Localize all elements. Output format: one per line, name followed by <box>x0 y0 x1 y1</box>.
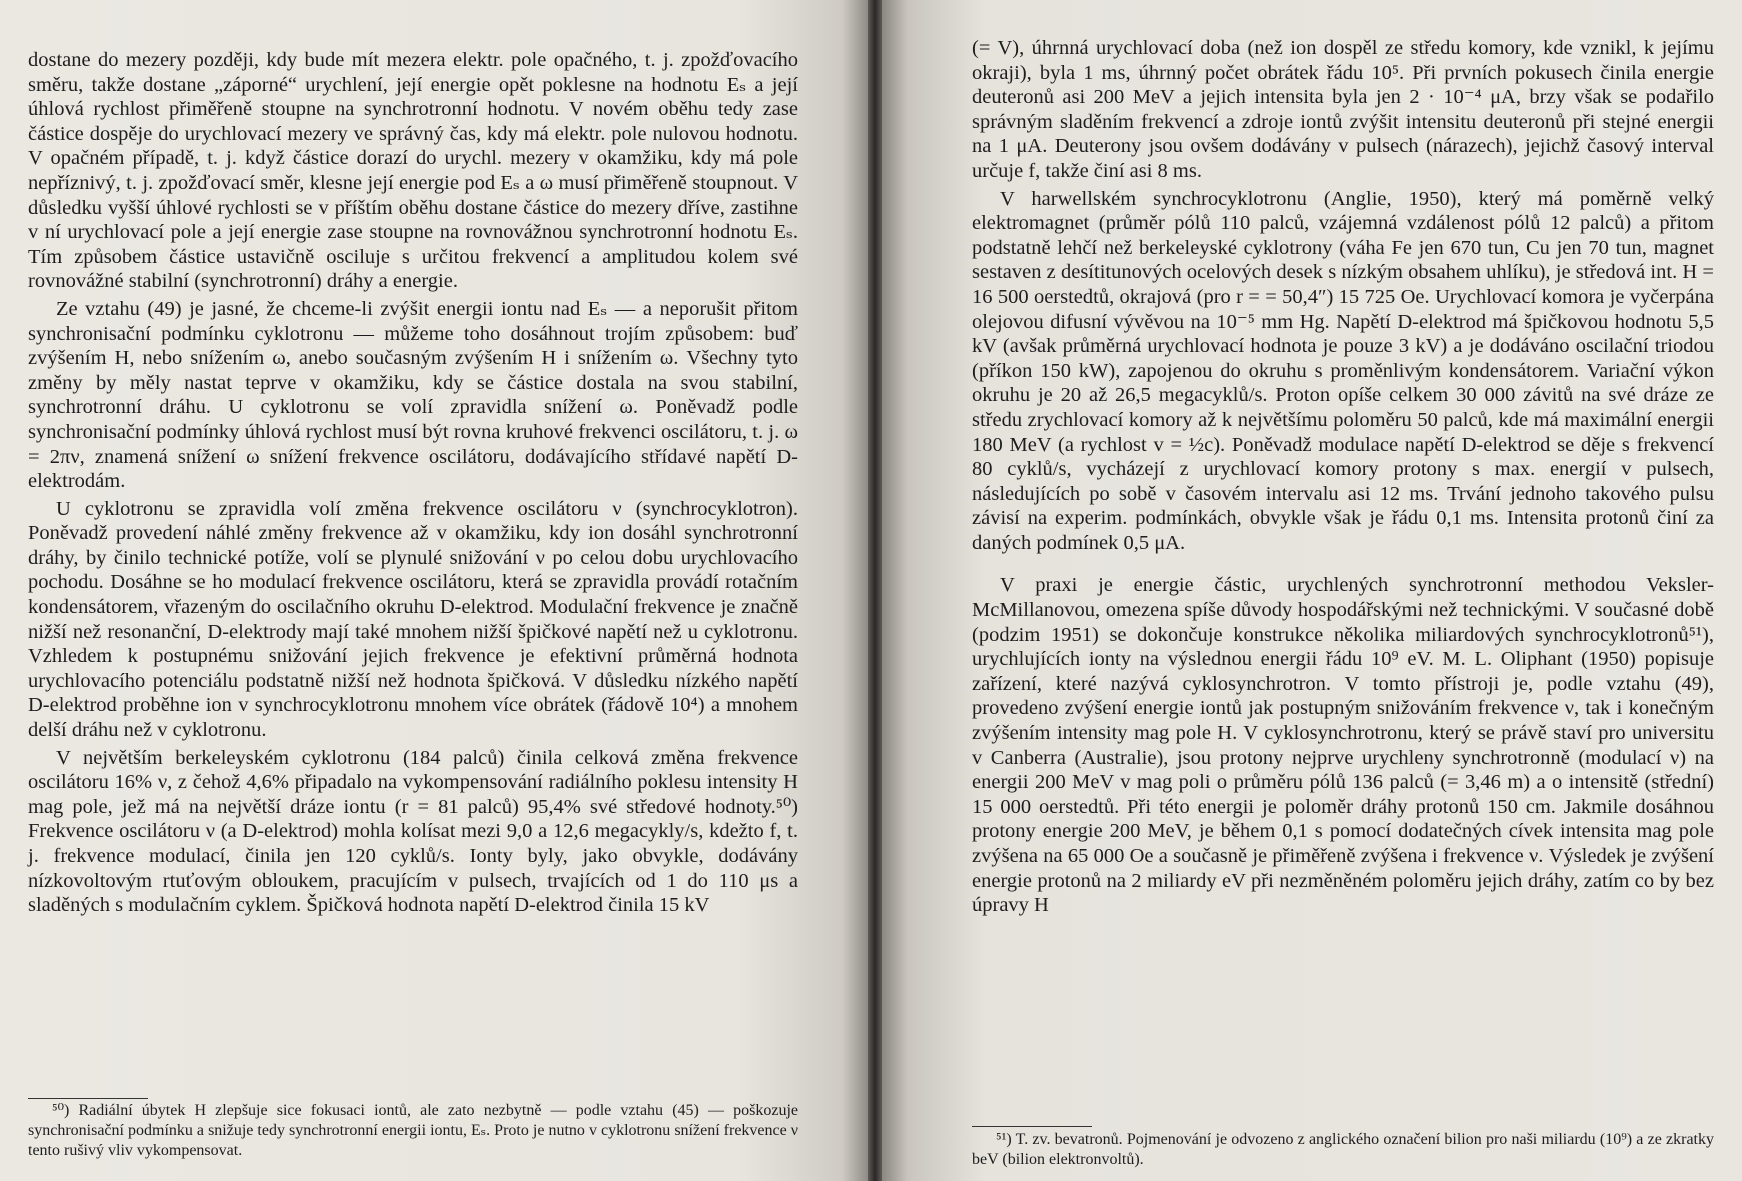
left-footnote-rule <box>28 1098 148 1099</box>
left-paragraph-3: U cyklotronu se zpravidla volí změna frekvence oscilátoru ν (synchrocyklotron). Poněvadž provedení náhlé změny frekvence až v okamžiku, kdy ion dosáhl synchrotronní dráhy, by činilo technické potíže, volí se plynulé snižování ν po celou dobu urychlovacího pochodu. Dosáhne se ho modulací frekvence oscilátoru, která se zpravidla provádí rotačním kondensátorem, vřazeným do oscilačního okruhu D-elektrod. Modulační frekvence je značně nižší než resonanční, D-elektrody mají také mnohem nižší špičkové napětí než u cyklotronu. Vzhledem k postupnému snižování jejich frekvence je efektivní průměrná hodnota urychlovacího potenciálu podstatně nižší než hodnota špičková. V důsledku nízkého napětí D-elektrod proběhne ion v synchrocyklotronu mnohem více obrátek (řádově 10⁴) a mnohem delší dráhu než v cyklotronu. <box>28 497 798 742</box>
left-page-body <box>28 48 798 918</box>
right-footnote: ⁵¹) T. zv. bevatronů. Pojmenování je odvozeno z anglického označení bilion pro naši miliardu (10⁹) a ze zkratky beV (bilion elektronvoltů). <box>972 1131 1714 1168</box>
right-page <box>882 0 1742 1181</box>
right-footnote-rule <box>972 1126 1092 1127</box>
right-paragraph-2: V harwellském synchrocyklotronu (Anglie, 1950), který má poměrně velký elektromagnet (průměr pólů 110 palců, vzájemná vzdálenost pólů 12 palců) a přitom podstatně lehčí než berkeleyské cyklotrony (váha Fe jen 670 tun, Cu jen 70 tun, magnet sestaven z desítitunových ocelových desek s nízkým obsahem uhlíku), je středová int. H = 16 500 oerstedtů, okrajová (pro r = = 50,4″) 15 725 Oe. Urychlovací komora je vyčerpána olejovou difusní vývěvou na 10⁻⁵ mm Hg. Napětí D-elektrod má špičkovou hodnotu 5,5 kV (avšak průměrná urychlovací hodnota je pouze 3 kV) a je dodáváno oscilační triodou (příkon 150 kW), zapojenou do okruhu s proměnlivým kondensátorem. Variační výkon okruhu je 20 až 26,5 megacyklů/s. Proton opíše celkem 30 000 závitů na své dráze ze středu zrychlovací komory až k největšímu poloměru 50 palců, kde má maximální energii 180 MeV (a rychlost v = ½c). Poněvadž modulace napětí D-elektrod se děje s frekvencí 80 cyklů/s, vycházejí z urychlovací komory protony s max. energií v pulsech, následujících po sobě v časovém intervalu asi 12 ms. Trvání jednoho takového pulsu závisí na experim. podmínkách, obvykle však je řádu 0,1 ms. Intensita protonů činí za daných podmínek 0,5 μA. <box>972 187 1714 554</box>
right-paragraph-1: (= V), úhrnná urychlovací doba (než ion dospěl ze středu komory, kde vznikl, k jejímu okraji), byla 1 ms, úhrnný počet obrátek řádu 10⁵. Při prvních pokusech činila energie deuteronů asi 200 MeV a jejich intensita byla jen 2 · 10⁻⁴ μA, brzy však se podařilo správným sladěním frekvencí a zdroje iontů zvýšit intensitu deuteronů při stejné energii na 1 μA. Deuterony jsou ovšem dodávány v pulsech (nárazech), jejichž časový interval určuje f, takže činí asi 8 ms. <box>972 37 1714 182</box>
left-paragraph-2: Ze vztahu (49) je jasné, že chceme-li zvýšit energii iontu nad Eₛ — a neporušit přitom synchronisační podmínku cyklotronu — můžeme toho dosáhnout trojím způsobem: buď zvýšením H, nebo snížením ω, anebo současným zvýšením H i snížením ω. Všechny tyto změny by měly nastat teprve v okamžiku, kdy se částice dostala na svou stabilní, synchrotronní dráhu. U cyklotronu se volí zpravidla snížení ω. Poněvadž podle synchronisační podmínky úhlová rychlost musí být rovna kruhové frekvenci oscilátoru, t. j. ω = 2πν, znamená snížení ω snížení frekvence oscilátoru, dodávajícího střídavé napětí D-elektrodám. <box>28 297 798 493</box>
right-page-body <box>972 36 1714 918</box>
left-paragraph-1: dostane do mezery později, kdy bude mít mezera elektr. pole opačného, t. j. zpožďovacího směru, takže dostane „záporné“ urychlení, její energie opět poklesne na hodnotu Eₛ a její úhlová rychlost přiměřeně stoupne na synchrotronní hodnotu. V novém oběhu tedy zase částice dospěje do urychlovací mezery ve správný čas, kdy má elektr. pole nulovou hodnotu. V opačném případě, t. j. když částice dorazí do urychl. mezery v okamžiku, kdy má pole nepříznivý, t. j. zpožďovací směr, klesne její energie pod Eₛ a ω musí přiměřeně stoupnout. V důsledku vyšší úhlové rychlosti se v příštím oběhu dostane částice do mezery dříve, zastihne v ní urychlovací pole a její energie zase stoupne na rovnovážnou synchrotronní hodnotu Eₛ. Tím způsobem částice ustavičně osciluje s určitou frekvencí a amplitudou kolem své rovnovážné stabilní (synchrotronní) dráhy a energie. <box>28 49 798 293</box>
right-paragraph-3: V praxi je energie částic, urychlených synchrotronní methodou Veksler-McMillanovou, omezena spíše důvody hospodářskými než technickými. V současné době (podzim 1951) se dokončuje konstrukce několika miliardových synchrocyklotronů⁵¹), urychlujících ionty na výslednou energii řádu 10⁹ eV. M. L. Oliphant (1950) popisuje zařízení, které nazývá cyklosynchrotron. V tomto přístroji je, podle vztahu (49), provedeno zvýšení energie iontů jak postupným snižováním frekvence ν, tak i konečným zvýšením intensity mag pole H. V cyklosynchrotronu, který se právě staví pro universitu v Canberra (Australie), jsou protony nejprve urychleny synchrotronně (modulací ν) na energii 200 MeV v mag poli o průměru pólů 136 palců (= 3,46 m) a o intensitě (střední) 15 000 oerstedtů. Při této energii je poloměr dráhy protonů 150 cm. Jakmile dosáhnou protony energie 200 MeV, je během 0,1 s pomocí dodatečných cívek intensita mag pole zvýšena na 65 000 Oe a současně je přiměřeně zvýšena i frekvence ν. Výsledek je zvýšení energie protonů na 2 miliardy eV při nezměněném poloměru jejich dráhy, zatím co by bez úpravy H <box>972 574 1714 917</box>
left-paragraph-4: V největším berkeleyském cyklotronu (184 palců) činila celková změna frekvence oscilátoru 16% ν, z čehož 4,6% připadalo na vykompensování radiálního poklesu intensity H mag pole, jež má na největší dráze iontu (r = 81 palců) 95,4% své středové hodnoty.⁵⁰) Frekvence oscilátoru ν (a D-elektrod) mohla kolísat mezi 9,0 a 12,6 megacykly/s, kdežto f, t. j. frekvence modulací, činila jen 120 cyklů/s. Ionty byly, jako obvykle, dodávány nízkovoltovým rtuťovým obloukem, pracujícím v pulsech, trvajících od 1 do 110 μs a sladěných s modulačním cyklem. Špičková hodnota napětí D-elektrod činila 15 kV <box>28 746 798 917</box>
left-footnote: ⁵⁰) Radiální úbytek H zlepšuje sice fokusaci iontů, ale zato nezbytně — podle vztahu (45) — poškozuje synchronisační podmínku a snižuje tedy synchrotronní energii iontu, Eₛ. Proto je nutno v cyklotronu snížení frekvence ν tento rušivý vliv vykompensovat. <box>28 1102 798 1159</box>
left-page <box>0 0 868 1181</box>
book-gutter <box>868 0 882 1181</box>
